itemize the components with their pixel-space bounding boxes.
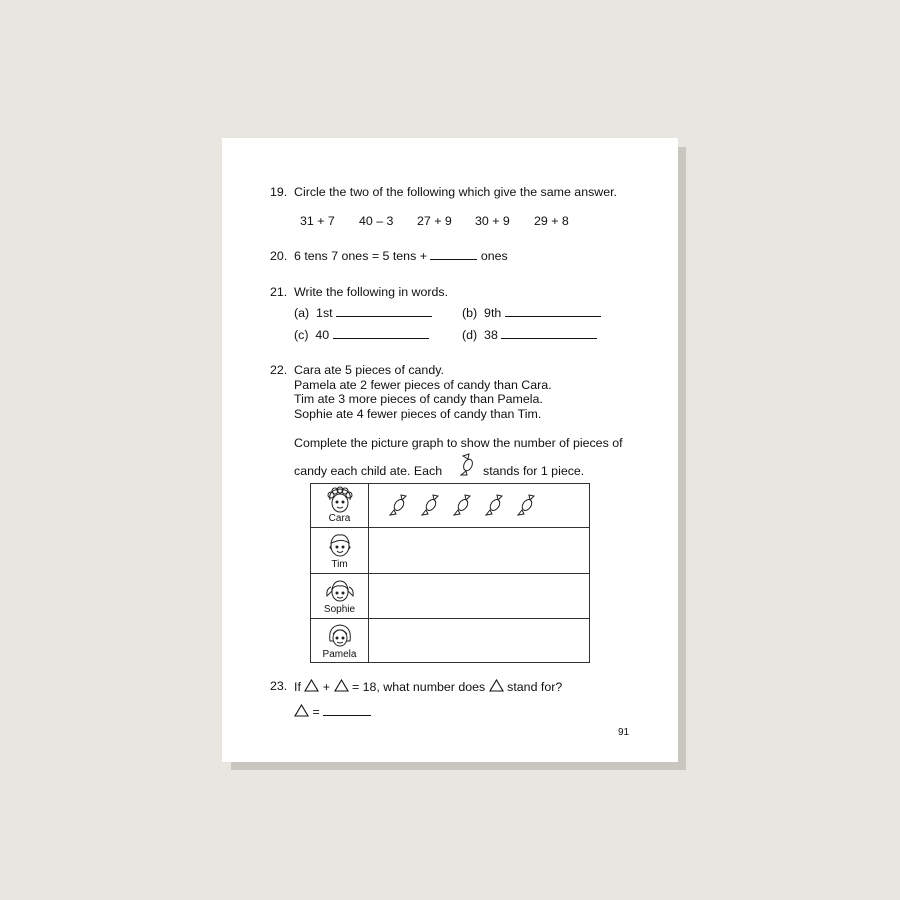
pigtail-girl-face-icon: [325, 576, 355, 606]
q21-item-b-value: 9th: [484, 306, 502, 320]
q22-instruction-1: Complete the picture graph to show the number of pieces of: [294, 436, 623, 450]
boy-face-icon: [325, 530, 355, 560]
q19-number: 19.: [270, 185, 288, 199]
q23-answer-line: [294, 704, 371, 719]
q22-line-2: Pamela ate 2 fewer pieces of candy than Cara.: [294, 378, 552, 392]
q21-item-b-label: (b): [462, 306, 478, 320]
q23-plus: +: [322, 680, 331, 694]
q21-item-b: [462, 306, 601, 320]
triangle-icon: [489, 679, 504, 692]
candy-icon: [387, 492, 409, 521]
q19-option-5[interactable]: 29 + 8: [534, 214, 569, 228]
q23-if: If: [294, 680, 301, 694]
q19-option-4[interactable]: 30 + 9: [475, 214, 510, 228]
page-number: 91: [618, 727, 630, 738]
q21-item-c-label: (c): [294, 328, 309, 342]
graph-row-tim: [311, 527, 589, 573]
q21-item-d-label: (d): [462, 328, 478, 342]
q20-line: [294, 249, 508, 263]
candy-icon: [483, 492, 505, 521]
q22-number: 22.: [270, 363, 288, 377]
graph-row-pamela-face-cell: [311, 619, 368, 663]
q22-line-4: Sophie ate 4 fewer pieces of candy than Tim.: [294, 407, 542, 421]
q21-item-c-blank[interactable]: [333, 337, 429, 339]
picture-graph: [310, 483, 590, 663]
q20-number: 20.: [270, 249, 288, 263]
graph-row-pamela: [311, 618, 589, 663]
q21-item-c: [294, 328, 429, 342]
graph-row-cara: [311, 484, 589, 527]
graph-row-tim-name: Tim: [331, 559, 348, 570]
q23-answer-equals: =: [312, 705, 320, 719]
q23-stand-for: stand for?: [507, 680, 563, 694]
candy-icon: [419, 492, 441, 521]
candy-icon: [515, 492, 537, 521]
triangle-icon: [304, 679, 319, 692]
q21-item-d-value: 38: [484, 328, 498, 342]
q21-item-c-value: 40: [315, 328, 330, 342]
q23-number: 23.: [270, 679, 288, 693]
graph-row-pamela-name: Pamela: [322, 649, 357, 660]
graph-row-tim-face-cell: [311, 528, 368, 573]
q21-item-b-blank[interactable]: [505, 315, 601, 317]
q21-item-a-value: 1st: [316, 306, 333, 320]
q21-item-a-blank[interactable]: [336, 315, 432, 317]
curly-hair-girl-face-icon: [325, 486, 355, 516]
q21-text: Write the following in words.: [294, 285, 449, 299]
q21-number: 21.: [270, 285, 288, 299]
q22-line-3: Tim ate 3 more pieces of candy than Pamela.: [294, 392, 543, 406]
triangle-icon: [294, 704, 309, 717]
q19-option-2[interactable]: 40 – 3: [359, 214, 394, 228]
graph-row-sophie: [311, 573, 589, 618]
candy-icon: [457, 452, 479, 481]
q23-line: [294, 679, 562, 694]
candy-icon: [451, 492, 473, 521]
q21-item-d: [462, 328, 597, 342]
q19-option-1[interactable]: 31 + 7: [300, 214, 335, 228]
q21-item-a-label: (a): [294, 306, 310, 320]
q21-item-a: [294, 306, 432, 320]
q19-option-3[interactable]: 27 + 9: [417, 214, 452, 228]
bob-hair-girl-face-icon: [325, 621, 355, 651]
q19-text: Circle the two of the following which give the same answer.: [294, 185, 618, 199]
graph-row-cara-face-cell: [311, 484, 368, 527]
q23-answer-blank[interactable]: [323, 714, 371, 716]
q20-answer-blank[interactable]: [430, 258, 477, 260]
graph-row-cara-name: Cara: [328, 513, 351, 524]
q21-item-d-blank[interactable]: [501, 337, 597, 339]
q22-instruction-2b: stands for 1 piece.: [483, 464, 585, 478]
worksheet-page: [222, 138, 678, 762]
graph-row-sophie-name: Sophie: [323, 604, 356, 615]
q20-text-before: 6 tens 7 ones = 5 tens +: [294, 249, 427, 263]
q23-equals-18: = 18, what number does: [351, 680, 486, 694]
q20-text-after: ones: [480, 249, 508, 263]
triangle-icon: [334, 679, 349, 692]
graph-row-sophie-face-cell: [311, 574, 368, 618]
q22-instruction-2a: candy each child ate. Each: [294, 464, 443, 478]
q22-line-1: Cara ate 5 pieces of candy.: [294, 363, 444, 377]
